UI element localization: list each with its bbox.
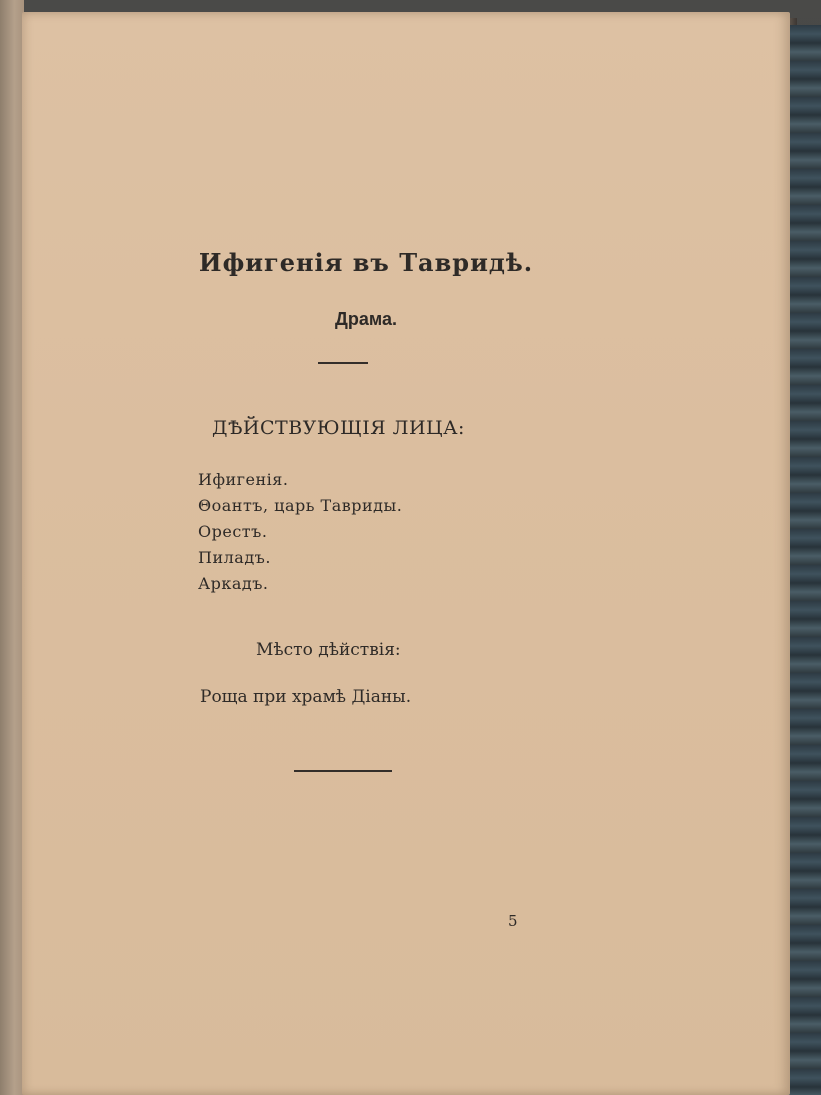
previous-page-edge — [0, 0, 24, 1095]
marbled-book-spine — [787, 25, 821, 1095]
setting-value: Роща при храмѣ Діаны. — [200, 687, 412, 707]
character-item: Пиладъ. — [198, 548, 271, 567]
divider-rule-short — [318, 362, 368, 364]
setting-label: Мѣсто дѣйствія: — [256, 640, 401, 660]
genre-subtitle: Драма. — [335, 309, 397, 329]
page-title: Ифигенія въ Тавридѣ. — [198, 248, 534, 277]
character-item: Θоантъ, царь Тавриды. — [198, 496, 403, 515]
character-item: Ифигенія. — [198, 470, 289, 489]
divider-rule-long — [294, 770, 392, 772]
character-item: Аркадъ. — [198, 574, 269, 593]
page-number: 5 — [508, 912, 518, 930]
character-item: Орестъ. — [198, 522, 268, 541]
characters-heading: ДѢЙСТВУЮЩІЯ ЛИЦА: — [212, 417, 465, 439]
characters-list — [198, 467, 402, 597]
book-page — [22, 12, 790, 1095]
